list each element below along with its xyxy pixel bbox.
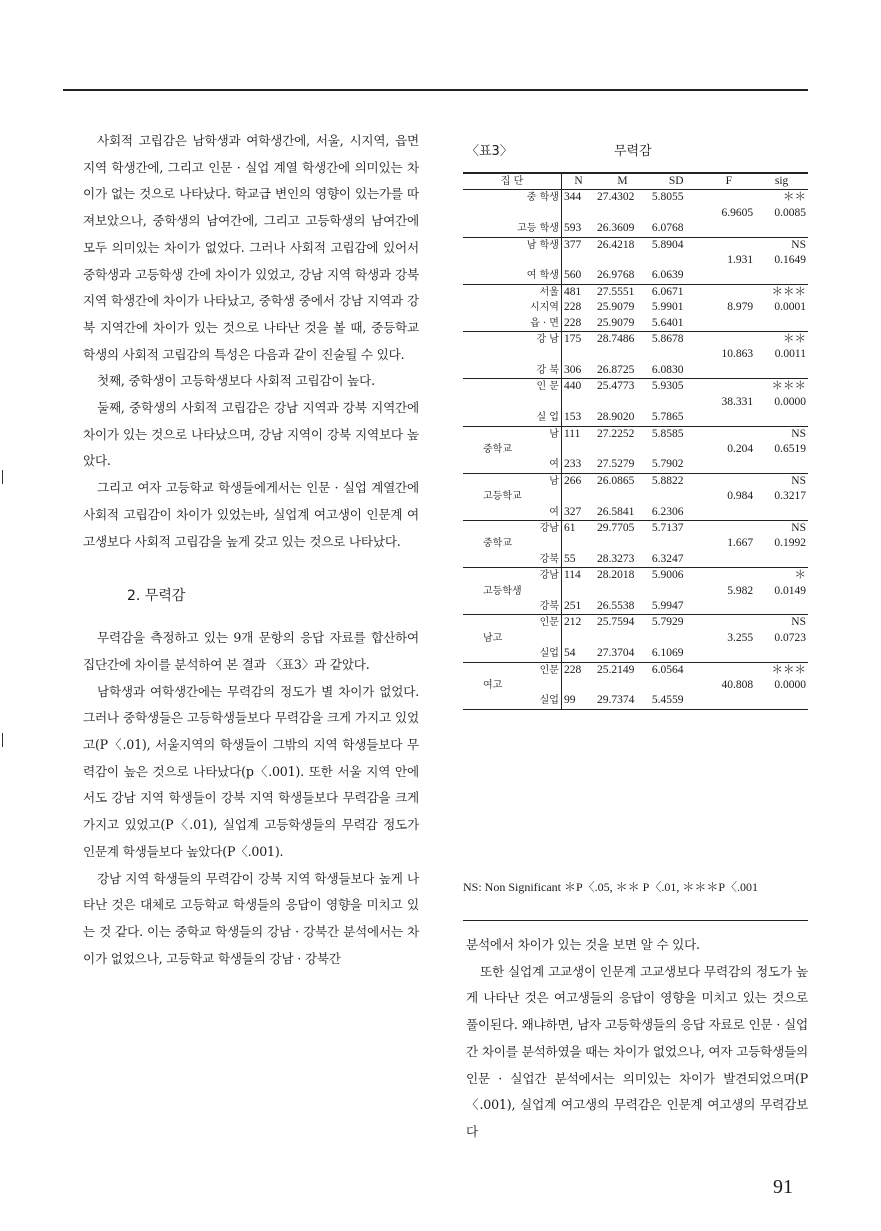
cell-m: 26.0865: [595, 473, 650, 489]
cell-sig: [755, 505, 808, 521]
cell-m: [595, 584, 650, 599]
cell-n: [561, 395, 595, 410]
table-row: [463, 253, 808, 268]
table-header-row: [463, 173, 808, 190]
cell-sd: [650, 536, 703, 551]
table-row: [463, 363, 808, 379]
cell-f: [703, 426, 756, 442]
table-caption: 무력감: [614, 144, 652, 159]
cell-n: [561, 631, 595, 646]
group-label: 중학교: [483, 538, 512, 550]
body-paragraph: 그리고 여자 고등학교 학생들에게서는 인문 · 실업 계열간에 사회적 고립감이 차이가 있었는바, 실업계 여고생이 인문계 여고생보다 사회적 고립감을 높게 갖고 있는 것으로 나타났다.: [83, 480, 419, 549]
group-cell: [463, 316, 561, 332]
table-row: [463, 584, 808, 599]
cell-sig: ＊＊＊: [755, 284, 808, 300]
cell-n: 327: [563, 505, 582, 518]
table-row: [463, 237, 808, 253]
cell-n: 233: [563, 458, 582, 471]
cell-m: 27.3704: [597, 647, 635, 660]
cell-m: 25.7594: [595, 615, 650, 631]
table-row: [463, 284, 808, 300]
group-cell: [463, 284, 561, 300]
table-row: [463, 489, 808, 504]
subgroup-label: 강북: [539, 600, 559, 612]
table-row: [463, 662, 808, 678]
cell-sd: 5.7865: [651, 411, 684, 424]
cell-f: 6.9605: [721, 206, 754, 219]
cell-m: 26.5841: [597, 505, 635, 518]
header-sig: sig: [755, 173, 808, 190]
header-f: F: [703, 173, 756, 190]
cell-sd: [650, 631, 703, 646]
table-note: NS: Non Significant ＊P〈.05, ＊＊ P〈.01, ＊＊＊P〈.001: [463, 880, 759, 894]
cell-sig: [755, 363, 808, 379]
cell-n: 114: [561, 568, 595, 584]
subgroup-label: 실 업: [536, 412, 559, 424]
table-row: [463, 457, 808, 473]
subgroup-label: 강 남: [536, 334, 559, 346]
cell-n: [561, 347, 595, 362]
cell-n: 228: [563, 316, 582, 329]
cell-sig: [755, 410, 808, 426]
cell-n: 481: [561, 284, 595, 300]
result-table: [463, 172, 808, 710]
cell-f: [703, 379, 756, 395]
group-cell: [463, 693, 561, 709]
cell-f: [703, 552, 756, 568]
group-cell: [463, 426, 561, 442]
cell-sig: [755, 457, 808, 473]
group-label: 고등학교: [483, 491, 522, 503]
table-row: [463, 473, 808, 489]
table-row: [463, 599, 808, 615]
cell-sd: 5.8055: [650, 190, 703, 206]
group-cell: [463, 206, 561, 221]
cell-f: [703, 568, 756, 584]
body-paragraph: 무력감을 측정하고 있는 9개 문항의 응답 자료를 합산하여 집단간에 차이를 분석하여 본 결과 〈표3〉과 같았다.: [83, 630, 419, 672]
cell-m: 27.4302: [595, 190, 650, 206]
subgroup-label: 서울: [539, 286, 559, 298]
subgroup-label: 인 문: [536, 381, 559, 393]
cell-sd: [650, 253, 703, 268]
group-cell: [463, 615, 561, 631]
subgroup-label: 강 북: [536, 364, 559, 376]
subgroup-label: 남 학생: [526, 239, 559, 251]
cell-sig: 0.0011: [774, 348, 806, 361]
table-row: [463, 678, 808, 693]
cell-sd: [650, 395, 703, 410]
table-row: [463, 190, 808, 206]
group-cell: [463, 363, 561, 379]
cell-sd: [650, 347, 703, 362]
right-rule: [463, 920, 808, 921]
cell-n: 593: [563, 222, 582, 235]
cell-sig: [755, 646, 808, 662]
cell-sd: 5.8904: [650, 237, 703, 253]
cell-sig: [755, 552, 808, 568]
cell-sig: ＊: [755, 568, 808, 584]
cell-f: 8.979: [727, 301, 754, 314]
group-cell: [463, 221, 561, 237]
table-row: [463, 568, 808, 584]
subgroup-label: 여 학생: [526, 270, 559, 282]
table-row: [463, 646, 808, 662]
cell-f: [703, 190, 756, 206]
cell-f: [703, 646, 756, 662]
cell-sig: 0.3217: [774, 490, 806, 503]
cell-sig: [755, 221, 808, 237]
cell-sig: 0.6519: [774, 442, 806, 455]
table-row: [463, 505, 808, 521]
group-cell: [463, 410, 561, 426]
group-cell: [463, 662, 561, 678]
table-row: [463, 379, 808, 395]
cell-sig: NS: [755, 473, 808, 489]
subgroup-label: 읍 · 면: [530, 317, 559, 329]
table-row: [463, 221, 808, 237]
cell-f: [703, 363, 756, 379]
cell-n: [561, 206, 595, 221]
cell-f: 10.863: [721, 348, 754, 361]
cell-m: [595, 206, 650, 221]
cell-m: 26.5538: [597, 599, 635, 612]
cell-sd: 5.7929: [650, 615, 703, 631]
body-paragraph: 첫째, 중학생이 고등학생보다 사회적 고립감이 높다.: [97, 373, 375, 389]
body-paragraph: 분석에서 차이가 있는 것을 보면 알 수 있다.: [466, 937, 700, 952]
group-cell: [463, 568, 561, 584]
cell-n: 111: [561, 426, 595, 442]
cell-sig: 0.0085: [774, 206, 806, 219]
header-n: N: [561, 173, 595, 190]
cell-sd: 6.0639: [651, 269, 684, 282]
cell-n: 153: [563, 411, 582, 424]
cell-sig: NS: [755, 520, 808, 536]
cell-sd: 5.8678: [650, 332, 703, 348]
cell-sig: 0.0723: [774, 631, 806, 644]
right-column: [466, 932, 808, 1146]
cell-n: 212: [561, 615, 595, 631]
left-column: [83, 128, 419, 972]
table-row: [463, 316, 808, 332]
subgroup-label: 인문: [539, 617, 559, 629]
cell-f: 0.984: [727, 490, 754, 503]
cell-f: [703, 615, 756, 631]
table-row: [463, 520, 808, 536]
cell-m: 25.4773: [595, 379, 650, 395]
table-body: [463, 190, 808, 709]
subgroup-label: 인문: [539, 664, 559, 676]
table-row: [463, 268, 808, 284]
group-cell: [463, 599, 561, 615]
cell-f: 5.982: [727, 584, 754, 597]
cell-m: [595, 253, 650, 268]
subgroup-label: 시지역: [529, 302, 559, 314]
group-cell: [463, 253, 561, 268]
cell-m: [595, 442, 650, 457]
table-row: [463, 615, 808, 631]
cell-n: 55: [563, 552, 576, 565]
cell-sig: NS: [755, 237, 808, 253]
cell-m: 26.8725: [597, 363, 635, 376]
cell-m: 28.9020: [597, 411, 635, 424]
table-row: [463, 347, 808, 362]
cell-sig: 0.1649: [774, 254, 806, 267]
table-row: [463, 693, 808, 709]
cell-sig: ＊＊＊: [755, 379, 808, 395]
group-cell: [463, 300, 561, 315]
group-label: 여고: [483, 680, 503, 691]
cell-sig: ＊＊＊: [755, 662, 808, 678]
cell-f: [703, 520, 756, 536]
cell-f: 1.667: [727, 537, 754, 550]
subgroup-label: 실업: [539, 648, 559, 660]
group-cell: [463, 332, 561, 348]
group-cell: [463, 379, 561, 395]
subgroup-label: 실업: [539, 695, 559, 707]
cell-m: [595, 631, 650, 646]
table-row: [463, 442, 808, 457]
cell-m: [595, 678, 650, 693]
cell-n: [561, 442, 595, 457]
cell-m: 27.2252: [595, 426, 650, 442]
cell-m: 27.5551: [595, 284, 650, 300]
cell-f: [703, 599, 756, 615]
subgroup-label: 강남: [539, 570, 559, 582]
subgroup-label: 고등 학생: [517, 223, 559, 235]
cell-sd: 6.0768: [651, 222, 684, 235]
group-cell: [463, 552, 561, 568]
cell-n: [561, 678, 595, 693]
subgroup-label: 여: [549, 506, 559, 518]
cell-sd: [650, 584, 703, 599]
cell-f: 3.255: [727, 631, 754, 644]
cell-m: 26.4218: [595, 237, 650, 253]
cell-sig: 0.0149: [774, 584, 806, 597]
cell-m: 28.3273: [597, 552, 635, 565]
cell-sd: 5.8585: [650, 426, 703, 442]
cell-sig: [755, 693, 808, 709]
table-container: [463, 172, 808, 710]
table-row: [463, 332, 808, 348]
cell-n: 99: [561, 693, 595, 709]
group-cell: [463, 347, 561, 362]
cell-f: [703, 410, 756, 426]
cell-sig: 0.1992: [774, 537, 806, 550]
cell-n: 228: [563, 301, 582, 314]
cell-f: [703, 457, 756, 473]
cell-f: [703, 332, 756, 348]
cell-n: 377: [561, 237, 595, 253]
margin-mark: [2, 733, 3, 747]
cell-sd: [650, 678, 703, 693]
body-paragraph: 강남 지역 학생들의 무력감이 강북 지역 학생들보다 높게 나타난 것은 대체로 고등학교 학생들의 응답이 영향을 미치고 있는 것 같다. 이는 중학교 학생들의 강남 · 강북간 분석에서는 차이가 없었으나, 고등학교 학생들의 강남 · 강북간: [83, 870, 419, 966]
table-row: [463, 206, 808, 221]
cell-n: 560: [563, 269, 582, 282]
cell-m: 25.2149: [595, 662, 650, 678]
header-sd: SD: [650, 173, 703, 190]
cell-sd: 6.1069: [651, 647, 684, 660]
cell-n: [561, 489, 595, 504]
cell-sd: 5.9901: [651, 301, 684, 314]
cell-m: [595, 536, 650, 551]
cell-n: 251: [563, 599, 582, 612]
cell-sd: 6.3247: [651, 552, 684, 565]
cell-sig: [755, 268, 808, 284]
cell-m: [595, 489, 650, 504]
cell-sig: 0.0000: [774, 395, 806, 408]
group-cell: [463, 646, 561, 662]
cell-m: 25.9079: [597, 316, 635, 329]
cell-n: 306: [563, 363, 582, 376]
table-row: [463, 536, 808, 551]
cell-f: [703, 693, 756, 709]
cell-sig: [755, 316, 808, 332]
group-cell: [463, 457, 561, 473]
cell-sd: 6.2306: [651, 505, 684, 518]
cell-sd: 5.7902: [651, 458, 684, 471]
cell-f: [703, 284, 756, 300]
cell-sig: NS: [755, 615, 808, 631]
cell-m: 29.7374: [595, 693, 650, 709]
cell-sd: [650, 442, 703, 457]
group-label: 남고: [483, 632, 503, 644]
cell-f: 0.204: [727, 442, 754, 455]
cell-sd: 5.7137: [650, 520, 703, 536]
cell-f: [703, 268, 756, 284]
cell-sd: 6.0830: [651, 363, 684, 376]
cell-m: [595, 395, 650, 410]
table-row: [463, 410, 808, 426]
group-cell: [463, 268, 561, 284]
top-rule: [63, 89, 808, 91]
body-paragraph: 또한 실업계 고교생이 인문계 고교생보다 무력감의 정도가 높게 나타난 것은 여고생들의 응답이 영향을 미치고 있는 것으로 풀이된다. 왜냐하면, 남자 고등학생들의 응답 자료로 인문 · 실업간 차이를 분석하였을 때는 차이가 없었으나, 여자 고등학생들의 인문 · 실업간 분석에서는 의미있는 차이가 발견되었으며(P〈.001), 실업계 여고생의 무력감은 인문계 여고생의 무력감보다: [466, 963, 808, 1139]
cell-n: [561, 536, 595, 551]
body-paragraph: 남학생과 여학생간에는 무력감의 정도가 별 차이가 없었다. 그러나 중학생들은 고등학생들보다 무력감을 크게 가지고 있었고(P〈.01), 서울지역의 학생들이 그밖의 지역 학생들보다 무력감이 높은 것으로 나타났다(p〈.001). 또한 서울 지역 안에서도 강남 지역 학생들이 강북 지역 학생들보다 무력감을 크게 가지고 있었고(P〈.01), 실업계 고등학생들의 무력감 정도가 인문계 학생들보다 높았다(P〈.001).: [83, 683, 419, 859]
cell-sd: [650, 206, 703, 221]
cell-sig: 0.0001: [774, 301, 806, 314]
group-cell: [463, 505, 561, 521]
cell-f: [703, 316, 756, 332]
cell-m: 26.3609: [597, 222, 635, 235]
cell-m: 28.2018: [595, 568, 650, 584]
group-cell: [463, 520, 561, 536]
group-cell: [463, 442, 561, 457]
group-cell: [463, 237, 561, 253]
table-row: [463, 426, 808, 442]
subgroup-label: 중 학생: [526, 192, 559, 204]
cell-sig: ＊＊: [755, 190, 808, 206]
section-heading: 2. 무력감: [127, 588, 186, 605]
cell-sd: 6.0671: [650, 284, 703, 300]
cell-sd: 5.4559: [650, 693, 703, 709]
cell-f: [703, 662, 756, 678]
table-row: [463, 631, 808, 646]
cell-sig: NS: [755, 426, 808, 442]
cell-sd: 5.6401: [651, 316, 684, 329]
group-cell: [463, 190, 561, 206]
cell-m: 28.7486: [595, 332, 650, 348]
cell-f: [703, 473, 756, 489]
group-label: 중학교: [483, 443, 512, 455]
cell-n: 440: [561, 379, 595, 395]
cell-n: 175: [561, 332, 595, 348]
cell-sd: 6.0564: [650, 662, 703, 678]
cell-sig: 0.0000: [774, 679, 806, 691]
body-paragraph: 둘째, 중학생의 사회적 고립감은 강남 지역과 강북 지역간에 차이가 있는 것으로 나타났으며, 강남 지역이 강북 지역보다 높았다.: [83, 400, 419, 469]
group-label: 고등학생: [483, 585, 522, 597]
cell-f: [703, 505, 756, 521]
cell-f: [703, 221, 756, 237]
subgroup-label: 여: [549, 459, 559, 471]
cell-sd: 5.9006: [650, 568, 703, 584]
page-number: 91: [773, 1176, 793, 1198]
group-cell: [463, 678, 561, 693]
group-cell: [463, 489, 561, 504]
cell-n: 61: [561, 520, 595, 536]
table-row: [463, 300, 808, 315]
cell-f: [703, 237, 756, 253]
table-row: [463, 552, 808, 568]
group-cell: [463, 631, 561, 646]
margin-mark: [2, 470, 3, 484]
cell-sd: 5.9305: [650, 379, 703, 395]
group-cell: [463, 395, 561, 410]
cell-f: 38.331: [721, 395, 754, 408]
header-m: M: [595, 173, 650, 190]
cell-m: 26.9768: [597, 269, 635, 282]
table-row: [463, 395, 808, 410]
cell-m: 27.5279: [597, 458, 635, 471]
cell-sd: [650, 489, 703, 504]
cell-f: 40.808: [721, 679, 754, 691]
header-group: 집 단: [463, 173, 561, 190]
cell-m: 25.9079: [597, 301, 635, 314]
group-cell: [463, 473, 561, 489]
subgroup-label: 강남: [539, 522, 559, 534]
cell-m: [595, 347, 650, 362]
cell-n: 266: [561, 473, 595, 489]
cell-m: 29.7705: [595, 520, 650, 536]
body-paragraph: 사회적 고립감은 남학생과 여학생간에, 서울, 시지역, 읍면 지역 학생간에, 그리고 인문 · 실업 계열 학생간에 의미있는 차이가 없는 것으로 나타났다. 학교급 변인의 영향이 있는가를 따져보았으나, 중학생의 남여간에, 그리고 고등학생의 남여간에 모두 의미있는 차이가 없었다. 그러나 사회적 고립감에 있어서 중학생과 고등학생 간에 차이가 있었고, 강남 지역 학생과 강북 지역 학생간에 차이가 나타났고, 중학생 중에서 강남 지역과 강북 지역간에 차이가 있는 것으로 나타난 것을 볼 때, 중등학교 학생의 사회적 고립감의 특성은 다음과 같이 진술될 수 있다.: [83, 133, 419, 362]
cell-sig: ＊＊: [755, 332, 808, 348]
cell-n: [561, 253, 595, 268]
cell-n: [561, 584, 595, 599]
cell-f: 1.931: [727, 254, 754, 267]
group-cell: [463, 584, 561, 599]
table-label: 〈표3〉: [466, 144, 513, 159]
cell-sig: [755, 599, 808, 615]
subgroup-label: 남: [549, 475, 559, 487]
cell-n: 228: [561, 662, 595, 678]
group-cell: [463, 536, 561, 551]
subgroup-label: 강북: [539, 553, 559, 565]
cell-n: 344: [561, 190, 595, 206]
subgroup-label: 남: [549, 428, 559, 440]
cell-n: 54: [563, 647, 576, 660]
cell-sd: 5.8822: [650, 473, 703, 489]
cell-sd: 5.9947: [651, 599, 684, 612]
